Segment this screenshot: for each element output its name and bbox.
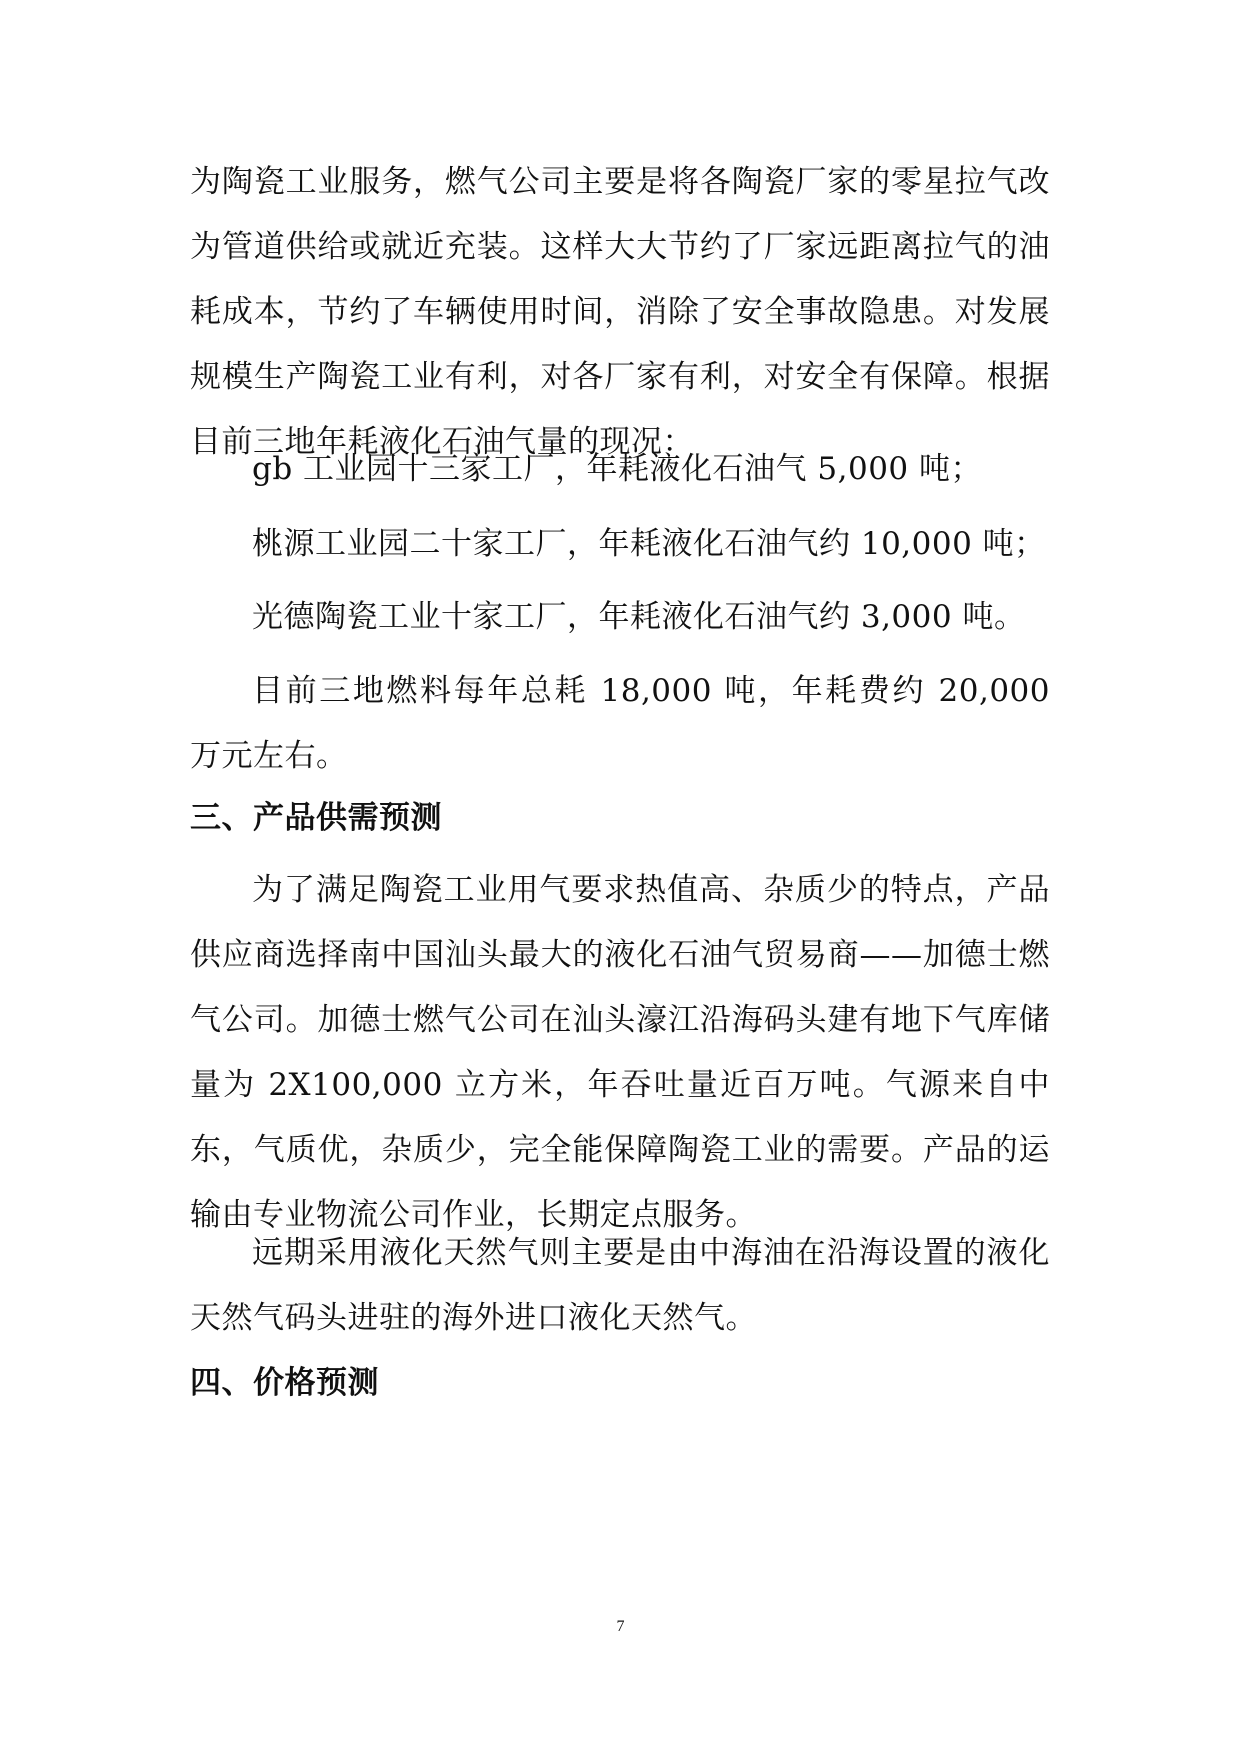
paragraph-supplier-selection: 为了满足陶瓷工业用气要求热值高、杂质少的特点，产品供应商选择南中国汕头最大的液化石油气贸易商——加德士燃气公司。加德士燃气公司在汕头濠江沿海码头建有地下气库储量为 2X100,000 立方米，年吞吐量近百万吨。气源来自中东，气质优，杂质少，完全能保障陶瓷工业的需要。产品的运输由专业物流公司作业，长期定点服务。 xyxy=(190,872,1050,1233)
section-heading-supply-demand: 三、产品供需预测 xyxy=(190,800,442,836)
paragraph-gas-service-intro: 为陶瓷工业服务，燃气公司主要是将各陶瓷厂家的零星拉气改为管道供给或就近充装。这样大大节约了厂家远距离拉气的油耗成本，节约了车辆使用时间，消除了安全事故隐患。对发展规模生产陶瓷工业有利，对各厂家有利，对安全有保障。根据目前三地年耗液化石油气量的现况： xyxy=(190,164,1050,460)
page-number: 7 xyxy=(616,1618,625,1635)
paragraph-taoyuan-industrial-park: 桃源工业园二十家工厂，年耗液化石油气约 10,000 吨； xyxy=(252,526,1046,562)
paragraph-lng-future: 远期采用液化天然气则主要是由中海油在沿海设置的液化天然气码头进驻的海外进口液化天然气。 xyxy=(190,1235,1050,1336)
paragraph-guangde-ceramics: 光德陶瓷工业十家工厂，年耗液化石油气约 3,000 吨。 xyxy=(252,599,1026,635)
section-heading-price-forecast: 四、价格预测 xyxy=(190,1365,379,1401)
paragraph-total-consumption: 目前三地燃料每年总耗 18,000 吨，年耗费约 20,000 万元左右。 xyxy=(190,673,1050,774)
paragraph-gb-industrial-park: gb 工业园十三家工厂，年耗液化石油气 5,000 吨； xyxy=(252,451,982,487)
